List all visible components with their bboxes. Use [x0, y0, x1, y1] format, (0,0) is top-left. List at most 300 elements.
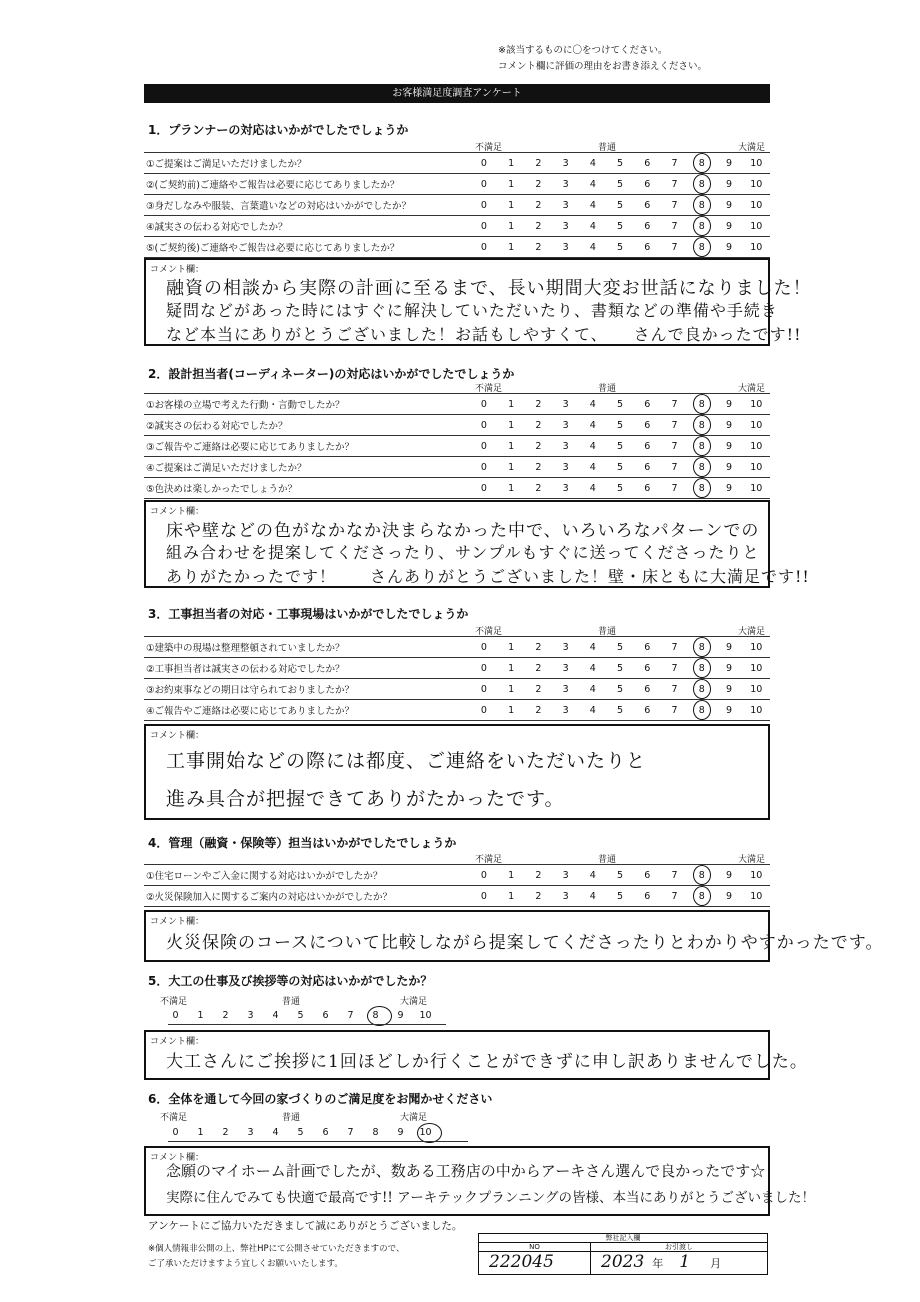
rating-option-5[interactable]	[606, 457, 633, 478]
section-2-comment-box	[144, 500, 810, 588]
section-1-table	[144, 152, 770, 258]
rating-option-3[interactable]	[552, 237, 579, 258]
rating-option-0[interactable]	[470, 865, 497, 886]
rating-option-6[interactable]	[634, 216, 661, 237]
rating-option-4[interactable]	[579, 658, 606, 679]
rating-option-2[interactable]	[525, 457, 552, 478]
rating-option-7[interactable]	[661, 195, 688, 216]
rating-option-5[interactable]	[606, 478, 633, 499]
rating-option-5[interactable]	[606, 216, 633, 237]
rating-option-8[interactable]	[688, 436, 715, 457]
rating-option-8[interactable]	[688, 865, 715, 886]
rating-option-5[interactable]: 5	[297, 1010, 304, 1021]
rating-number: 4	[589, 157, 596, 169]
rating-option-6[interactable]	[634, 658, 661, 679]
rating-option-10[interactable]	[743, 865, 770, 886]
scale-low-label: 不満足	[475, 855, 503, 865]
rating-number: 5	[617, 461, 624, 473]
rating-number: 8	[698, 683, 705, 695]
scale-underline	[168, 1024, 446, 1025]
rating-option-7[interactable]	[661, 700, 688, 721]
rating-option-6[interactable]	[634, 195, 661, 216]
rating-number: 8	[698, 157, 705, 169]
rating-option-6[interactable]	[634, 237, 661, 258]
rating-option-3[interactable]	[552, 637, 579, 658]
rating-option-4[interactable]	[579, 174, 606, 195]
rating-number: 8	[698, 220, 705, 232]
rating-option-10[interactable]	[743, 700, 770, 721]
rating-option-8[interactable]	[688, 478, 715, 499]
rating-number: 0	[480, 683, 487, 695]
rating-option-10[interactable]	[743, 195, 770, 216]
rating-option-2[interactable]	[525, 700, 552, 721]
rating-option-8[interactable]	[688, 237, 715, 258]
rating-option-3[interactable]	[552, 216, 579, 237]
rating-number: 1	[508, 869, 515, 881]
section-3-table	[144, 636, 770, 721]
rating-option-9[interactable]	[715, 679, 742, 700]
rating-option-1[interactable]: 1	[197, 1127, 204, 1138]
rating-option-2[interactable]	[525, 865, 552, 886]
rating-option-7[interactable]	[661, 415, 688, 436]
rating-option-10[interactable]	[743, 457, 770, 478]
rating-option-7[interactable]	[661, 153, 688, 174]
rating-option-0[interactable]	[470, 153, 497, 174]
rating-option-1[interactable]	[498, 658, 525, 679]
comment-label: コメント欄：	[150, 731, 205, 741]
rating-option-6[interactable]	[634, 865, 661, 886]
rating-option-7[interactable]	[661, 865, 688, 886]
rating-option-0[interactable]	[470, 394, 497, 415]
rating-option-0[interactable]	[470, 658, 497, 679]
rating-option-10[interactable]	[743, 436, 770, 457]
rating-option-3[interactable]	[552, 415, 579, 436]
no-column	[479, 1243, 591, 1274]
rating-option-2[interactable]	[525, 886, 552, 907]
rating-option-1[interactable]	[498, 174, 525, 195]
rating-option-9[interactable]	[715, 658, 742, 679]
rating-option-9[interactable]	[715, 394, 742, 415]
rating-option-1[interactable]	[498, 195, 525, 216]
rating-option-9[interactable]: 9	[397, 1127, 404, 1138]
rating-number: 6	[644, 662, 651, 674]
section-5-scale	[163, 1010, 438, 1021]
rating-option-7[interactable]: 7	[347, 1127, 354, 1138]
rating-number: 7	[671, 662, 678, 674]
scale-high-label: 大満足	[400, 997, 428, 1007]
rating-option-9[interactable]	[715, 436, 742, 457]
rating-option-0[interactable]	[470, 679, 497, 700]
rating-option-2[interactable]	[525, 679, 552, 700]
rating-option-10[interactable]: 10	[419, 1010, 432, 1021]
rating-option-8[interactable]	[688, 153, 715, 174]
rating-option-3[interactable]: 3	[247, 1127, 254, 1138]
question-row	[144, 865, 770, 886]
rating-option-4[interactable]	[579, 457, 606, 478]
rating-option-7[interactable]	[661, 637, 688, 658]
rating-number: 5	[617, 398, 624, 410]
rating-option-8[interactable]	[688, 415, 715, 436]
question-text: ③ご報告やご連絡は必要に応じてありましたか？	[144, 436, 470, 457]
rating-option-10[interactable]	[743, 174, 770, 195]
rating-option-8[interactable]	[688, 700, 715, 721]
rating-number: 5	[617, 199, 624, 211]
rating-option-3[interactable]	[552, 700, 579, 721]
rating-option-5[interactable]	[606, 195, 633, 216]
rating-option-10[interactable]	[743, 415, 770, 436]
rating-option-7[interactable]	[661, 237, 688, 258]
selected-circle-mark	[693, 195, 711, 215]
rating-number: 10	[750, 157, 763, 169]
rating-option-2[interactable]	[525, 436, 552, 457]
rating-option-6[interactable]	[634, 436, 661, 457]
rating-option-5[interactable]	[606, 700, 633, 721]
question-row	[144, 478, 770, 499]
rating-number: 4	[589, 398, 596, 410]
rating-option-1[interactable]	[498, 865, 525, 886]
rating-number: 6	[644, 398, 651, 410]
question-row	[144, 436, 770, 457]
rating-option-3[interactable]	[552, 679, 579, 700]
rating-number: 4	[589, 704, 596, 716]
rating-option-7[interactable]	[661, 394, 688, 415]
rating-option-9[interactable]	[715, 457, 742, 478]
rating-option-5[interactable]	[606, 394, 633, 415]
rating-option-4[interactable]	[579, 865, 606, 886]
rating-option-9[interactable]	[715, 478, 742, 499]
scale-low-label: 不満足	[475, 627, 503, 637]
rating-number: 10	[750, 178, 763, 190]
rating-option-0[interactable]	[470, 216, 497, 237]
rating-option-3[interactable]	[552, 153, 579, 174]
rating-option-8[interactable]: 8	[372, 1127, 379, 1138]
rating-option-3[interactable]	[552, 457, 579, 478]
scale-low-label: 不満足	[160, 997, 188, 1007]
rating-option-2[interactable]	[525, 174, 552, 195]
rating-number: 6	[644, 641, 651, 653]
section-2-title: 2．設計担当者(コーディネーター)の対応はいかがでしたでしょうか	[148, 367, 515, 381]
rating-number: 10	[750, 482, 763, 494]
rating-option-3[interactable]	[552, 478, 579, 499]
rating-number: 10	[750, 461, 763, 473]
question-row	[144, 457, 770, 478]
rating-option-8[interactable]	[688, 394, 715, 415]
rating-option-7[interactable]	[661, 478, 688, 499]
rating-option-7[interactable]	[661, 436, 688, 457]
rating-option-4[interactable]: 4	[272, 1010, 279, 1021]
rating-option-6[interactable]	[634, 478, 661, 499]
rating-number: 2	[535, 199, 542, 211]
rating-option-6[interactable]	[634, 679, 661, 700]
rating-option-2[interactable]	[525, 415, 552, 436]
rating-number: 2	[535, 683, 542, 695]
rating-option-3[interactable]	[552, 394, 579, 415]
rating-number: 10	[750, 704, 763, 716]
rating-option-7[interactable]: 7	[347, 1010, 354, 1021]
rating-number: 4	[589, 440, 596, 452]
rating-number: 7	[671, 241, 678, 253]
rating-option-7[interactable]	[661, 886, 688, 907]
rating-option-3[interactable]	[552, 195, 579, 216]
rating-option-1[interactable]	[498, 394, 525, 415]
rating-option-9[interactable]: 9	[397, 1010, 404, 1021]
rating-option-3[interactable]	[552, 865, 579, 886]
rating-option-0[interactable]: 0	[172, 1010, 179, 1021]
rating-option-3[interactable]	[552, 886, 579, 907]
rating-option-9[interactable]	[715, 195, 742, 216]
rating-option-8[interactable]: 8	[363, 1010, 388, 1021]
rating-option-4[interactable]	[579, 679, 606, 700]
rating-option-0[interactable]	[470, 700, 497, 721]
rating-option-2[interactable]	[525, 394, 552, 415]
rating-number: 7	[671, 398, 678, 410]
rating-option-0[interactable]	[470, 478, 497, 499]
rating-number: 9	[725, 157, 733, 169]
section-2-table	[144, 393, 770, 499]
rating-option-9[interactable]	[715, 415, 742, 436]
question-row	[144, 700, 770, 721]
rating-option-5[interactable]	[606, 415, 633, 436]
rating-number: 9	[725, 890, 733, 902]
rating-number: 3	[562, 704, 569, 716]
question-text: ②(ご契約前)ご連絡やご報告は必要に応じてありましたか？	[144, 174, 470, 195]
rating-option-9[interactable]	[715, 700, 742, 721]
rating-option-1[interactable]	[498, 478, 525, 499]
rating-number: 10	[750, 683, 763, 695]
rating-option-1[interactable]	[498, 153, 525, 174]
rating-option-4[interactable]	[579, 195, 606, 216]
rating-option-10[interactable]	[743, 637, 770, 658]
rating-option-4[interactable]	[579, 237, 606, 258]
rating-option-4[interactable]	[579, 394, 606, 415]
rating-option-5[interactable]	[606, 865, 633, 886]
rating-number: 3	[562, 683, 569, 695]
scale-mid-label: 普通	[282, 1113, 301, 1123]
rating-option-4[interactable]	[579, 886, 606, 907]
rating-option-10[interactable]	[743, 394, 770, 415]
rating-number: 5	[617, 178, 624, 190]
rating-option-7[interactable]	[661, 658, 688, 679]
rating-option-9[interactable]	[715, 174, 742, 195]
rating-option-5[interactable]	[606, 886, 633, 907]
rating-option-8[interactable]	[688, 216, 715, 237]
rating-option-6[interactable]: 6	[322, 1127, 329, 1138]
question-row	[144, 174, 770, 195]
rating-option-10[interactable]	[743, 153, 770, 174]
rating-option-6[interactable]	[634, 886, 661, 907]
rating-option-0[interactable]	[470, 415, 497, 436]
rating-option-1[interactable]	[498, 216, 525, 237]
rating-number: 2	[535, 662, 542, 674]
rating-number: 7	[671, 641, 678, 653]
rating-option-10[interactable]: 10	[413, 1127, 438, 1138]
question-text: ①ご提案はご満足いただけましたか？	[144, 153, 470, 174]
rating-number: 9	[725, 398, 733, 410]
rating-option-9[interactable]	[715, 153, 742, 174]
rating-number: 6	[644, 419, 651, 431]
question-text: ④ご提案はご満足いただけましたか？	[144, 457, 470, 478]
rating-number: 9	[725, 440, 733, 452]
rating-number: 5	[617, 641, 624, 653]
rating-option-10[interactable]	[743, 679, 770, 700]
rating-number: 8	[698, 199, 705, 211]
rating-number: 2	[535, 641, 542, 653]
scale-high-label: 大満足	[738, 143, 766, 153]
rating-option-1[interactable]	[498, 415, 525, 436]
rating-option-3[interactable]	[552, 658, 579, 679]
rating-option-9[interactable]	[715, 216, 742, 237]
no-label: NO	[479, 1243, 590, 1252]
rating-option-1[interactable]	[498, 457, 525, 478]
rating-option-0[interactable]	[470, 195, 497, 216]
rating-option-5[interactable]	[606, 153, 633, 174]
rating-option-5[interactable]	[606, 679, 633, 700]
rating-number: 8	[698, 178, 705, 190]
rating-option-1[interactable]	[498, 886, 525, 907]
question-text: ③身だしなみや服装、言葉遣いなどの対応はいかがでしたか？	[144, 195, 470, 216]
rating-option-10[interactable]	[743, 216, 770, 237]
rating-option-5[interactable]	[606, 174, 633, 195]
rating-number: 1	[508, 683, 515, 695]
rating-option-2[interactable]: 2	[222, 1127, 229, 1138]
rating-option-6[interactable]	[634, 457, 661, 478]
rating-option-0[interactable]	[470, 886, 497, 907]
rating-option-6[interactable]	[634, 153, 661, 174]
rating-option-6[interactable]	[634, 415, 661, 436]
rating-option-5[interactable]: 5	[297, 1127, 304, 1138]
rating-option-2[interactable]	[525, 637, 552, 658]
rating-option-2[interactable]	[525, 153, 552, 174]
section-6-comment-box	[144, 1146, 815, 1216]
scale-mid-label: 普通	[598, 627, 617, 637]
rating-option-4[interactable]	[579, 153, 606, 174]
rating-option-5[interactable]	[606, 658, 633, 679]
rating-option-9[interactable]	[715, 865, 742, 886]
rating-option-0[interactable]	[470, 174, 497, 195]
rating-option-0[interactable]	[470, 237, 497, 258]
rating-option-5[interactable]	[606, 637, 633, 658]
rating-option-5[interactable]	[606, 436, 633, 457]
scale-high-label: 大満足	[400, 1113, 428, 1123]
rating-number: 0	[480, 641, 487, 653]
question-row	[144, 216, 770, 237]
rating-option-1[interactable]	[498, 237, 525, 258]
rating-option-2[interactable]	[525, 658, 552, 679]
rating-option-0[interactable]: 0	[172, 1127, 179, 1138]
rating-option-5[interactable]	[606, 237, 633, 258]
rating-option-4[interactable]	[579, 637, 606, 658]
rating-option-6[interactable]	[634, 174, 661, 195]
rating-number: 7	[671, 482, 678, 494]
rating-option-4[interactable]	[579, 436, 606, 457]
rating-option-0[interactable]	[470, 637, 497, 658]
rating-option-0[interactable]	[470, 457, 497, 478]
rating-option-6[interactable]	[634, 700, 661, 721]
rating-number: 6	[644, 178, 651, 190]
rating-option-1[interactable]	[498, 436, 525, 457]
rating-option-7[interactable]	[661, 174, 688, 195]
rating-option-8[interactable]	[688, 658, 715, 679]
rating-option-7[interactable]	[661, 216, 688, 237]
rating-option-4[interactable]	[579, 700, 606, 721]
rating-number: 1	[508, 220, 515, 232]
comment-line: 大工さんにご挨拶に1回ほどしか行くことができずに申し訳ありませんでした。	[166, 1052, 808, 1072]
rating-option-1[interactable]	[498, 637, 525, 658]
rating-option-7[interactable]	[661, 457, 688, 478]
rating-number: 9	[725, 220, 733, 232]
rating-option-4[interactable]	[579, 478, 606, 499]
year-unit: 年	[652, 1257, 664, 1270]
rating-option-8[interactable]	[688, 637, 715, 658]
comment-line: 実際に住んでみても快適で最高です!! アーキテックプランニングの皆様、本当にありがとうございました！	[166, 1190, 815, 1206]
rating-option-0[interactable]	[470, 436, 497, 457]
rating-option-2[interactable]	[525, 237, 552, 258]
rating-option-10[interactable]	[743, 237, 770, 258]
rating-option-9[interactable]	[715, 886, 742, 907]
rating-number: 3	[562, 461, 569, 473]
rating-option-10[interactable]	[743, 886, 770, 907]
rating-option-1[interactable]	[498, 700, 525, 721]
rating-option-9[interactable]	[715, 637, 742, 658]
rating-option-2[interactable]	[525, 478, 552, 499]
rating-option-10[interactable]	[743, 658, 770, 679]
rating-option-10[interactable]	[743, 478, 770, 499]
rating-option-1[interactable]: 1	[197, 1010, 204, 1021]
rating-option-8[interactable]	[688, 195, 715, 216]
rating-option-1[interactable]	[498, 679, 525, 700]
rating-option-7[interactable]	[661, 679, 688, 700]
rating-option-6[interactable]: 6	[322, 1010, 329, 1021]
rating-option-3[interactable]	[552, 174, 579, 195]
rating-option-6[interactable]	[634, 637, 661, 658]
rating-option-2[interactable]	[525, 195, 552, 216]
rating-number: 0	[480, 398, 487, 410]
rating-number: 6	[644, 199, 651, 211]
rating-option-6[interactable]	[634, 394, 661, 415]
rating-option-2[interactable]: 2	[222, 1010, 229, 1021]
comment-line: 床や壁などの色がなかなか決まらなかった中で、いろいろなパターンでの	[166, 521, 760, 541]
rating-option-3[interactable]: 3	[247, 1010, 254, 1021]
rating-number: 5	[617, 482, 624, 494]
rating-number: 7	[671, 890, 678, 902]
rating-option-8[interactable]	[688, 174, 715, 195]
rating-option-4[interactable]	[579, 415, 606, 436]
rating-number: 0	[480, 199, 487, 211]
rating-option-8[interactable]	[688, 457, 715, 478]
question-text: ②火災保険加入に関するご案内の対応はいかがでしたか？	[144, 886, 470, 907]
rating-number: 0	[480, 178, 487, 190]
rating-number: 1	[508, 157, 515, 169]
rating-option-2[interactable]	[525, 216, 552, 237]
comment-label: コメント欄：	[150, 1153, 205, 1163]
rating-option-4[interactable]	[579, 216, 606, 237]
selected-circle-mark	[693, 153, 711, 173]
rating-number: 6	[644, 461, 651, 473]
office-box-header: 弊社記入欄	[479, 1234, 767, 1243]
section-4-table	[144, 864, 770, 907]
rating-number: 1	[508, 241, 515, 253]
selected-circle-mark	[693, 436, 711, 456]
rating-option-4[interactable]: 4	[272, 1127, 279, 1138]
question-text: ④ご報告やご連絡は必要に応じてありましたか？	[144, 700, 470, 721]
rating-option-3[interactable]	[552, 436, 579, 457]
rating-option-8[interactable]	[688, 679, 715, 700]
rating-option-8[interactable]	[688, 886, 715, 907]
scale-underline	[168, 1141, 468, 1142]
rating-number: 2	[535, 869, 542, 881]
rating-option-9[interactable]	[715, 237, 742, 258]
selected-circle-mark	[693, 394, 711, 414]
